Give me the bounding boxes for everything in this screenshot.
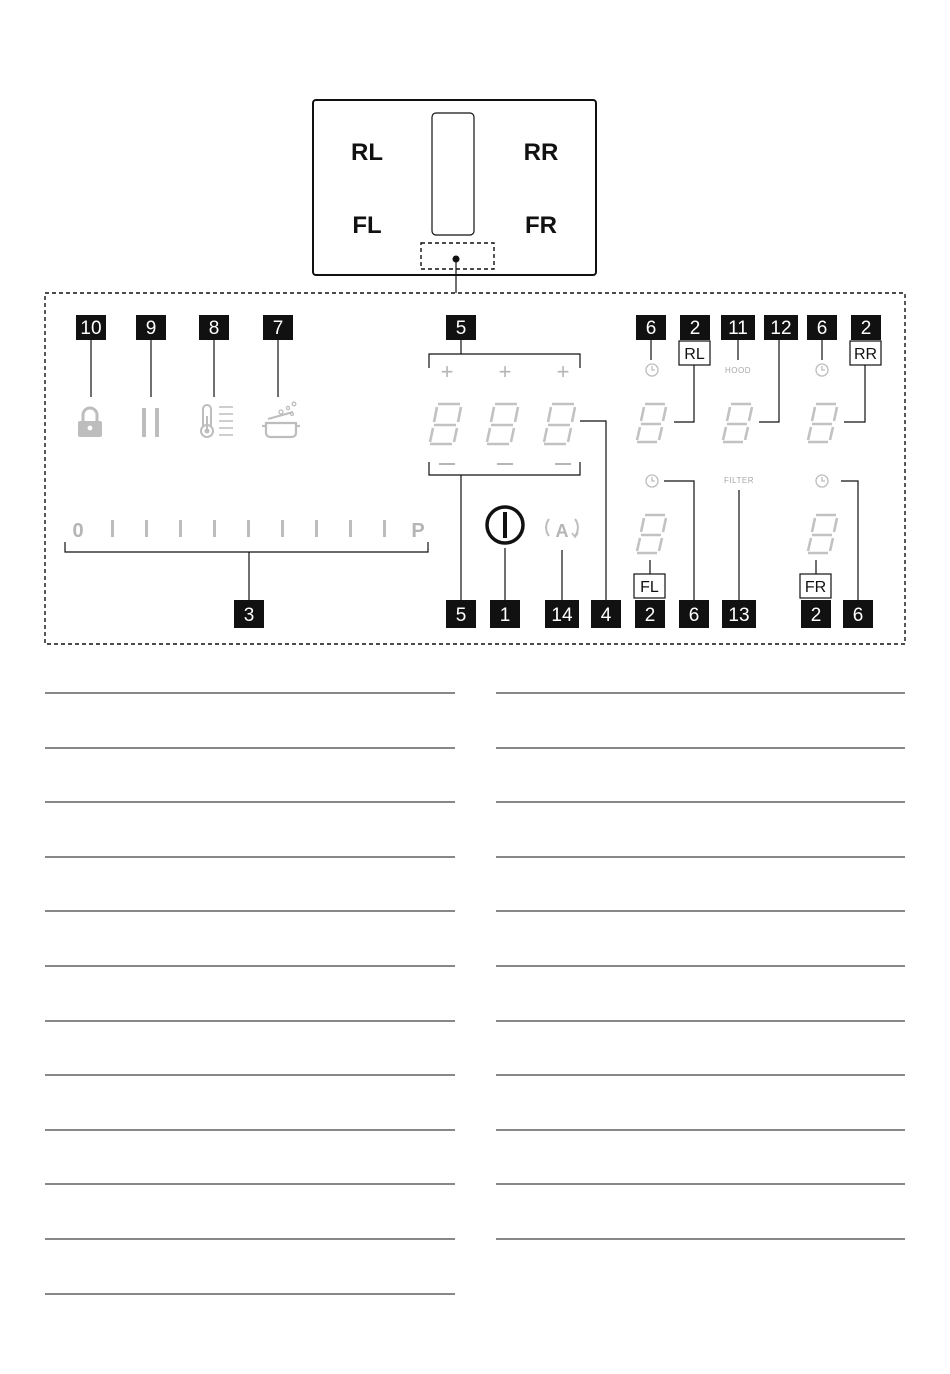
slider-ticks [111,520,386,537]
power-level-slider[interactable] [65,520,428,628]
callout-8: 8 [208,318,220,339]
callout-2-rl: 2 [689,318,701,339]
callout-2-fl: 2 [644,605,656,626]
callout-2-rr: 2 [860,318,872,339]
seven-segment-rr [808,404,837,442]
zone-fl-display [634,475,709,628]
clock-icon [816,475,828,487]
callout-9: 9 [145,318,157,339]
callout-6-fr: 6 [852,605,864,626]
boil-control [262,315,300,437]
auto-icon [546,519,578,541]
auto-control[interactable] [545,519,579,628]
zone-tag-fl: FL [640,579,659,596]
hob-center-strip [432,113,474,235]
zone-label-fl: FL [352,212,382,239]
callout-11: 11 [728,318,748,339]
clock-icon [646,364,658,376]
pause-icon [142,408,159,437]
thermometer-icon [201,405,233,437]
power-switch[interactable] [487,507,523,628]
zone-tag-fr: FR [804,579,827,596]
hood-label: HOOD [725,366,751,375]
seven-segment-hood [723,404,752,442]
zone-tag-rl: RL [684,346,705,363]
callout-1: 1 [499,605,511,626]
zone-label-fr: FR [525,212,557,239]
zone-tag-rr: RR [853,346,878,363]
control-panel-outline [45,293,905,644]
callout-4: 4 [600,605,612,626]
slider-bracket [65,542,428,552]
callout-3: 3 [243,605,255,626]
callout-7: 7 [272,318,284,339]
lock-control [76,315,106,437]
seven-segment-digit-1 [430,404,461,444]
seven-segment-digit-3 [544,404,575,444]
clock-icon [816,364,828,376]
auto-label: A [555,521,569,541]
callout-5-top: 5 [455,318,467,339]
hob-top-view [313,100,596,293]
callout-13: 13 [728,605,750,626]
zone-rl-display [636,315,710,442]
filter-indicator [722,476,756,628]
lock-icon [78,408,102,437]
plus-button-3[interactable]: + [556,359,570,384]
plus-button-1[interactable]: + [440,359,454,384]
legend-left-column [45,693,455,1294]
main-display-group [429,315,621,628]
filter-label: FILTER [724,476,754,485]
zone-label-rl: RL [351,139,383,166]
callout-14: 14 [551,605,573,626]
callout-2-fr: 2 [810,605,822,626]
seven-segment-digit-2 [487,404,518,444]
pause-control [136,315,166,437]
callout-10: 10 [80,318,102,339]
hood-display [721,315,798,442]
zone-label-rr: RR [523,139,559,166]
slider-end-label: P [411,520,425,542]
callout-6-rr: 6 [816,318,828,339]
seven-segment-rl [637,404,666,442]
clock-icon [646,475,658,487]
callout-12: 12 [770,318,792,339]
zone-rr-display [807,315,881,442]
zone-fr-display [800,475,873,628]
callout-6-fl: 6 [688,605,700,626]
seven-segment-fl [637,515,666,553]
boiling-pot-icon [262,402,300,437]
legend-right-column [496,693,905,1239]
callout-5-bottom: 5 [455,605,467,626]
callout-6-rl: 6 [645,318,657,339]
temperature-control [199,315,233,437]
plus-button-2[interactable]: + [498,359,512,384]
slider-start-label: 0 [72,520,84,542]
seven-segment-fr [808,515,837,553]
